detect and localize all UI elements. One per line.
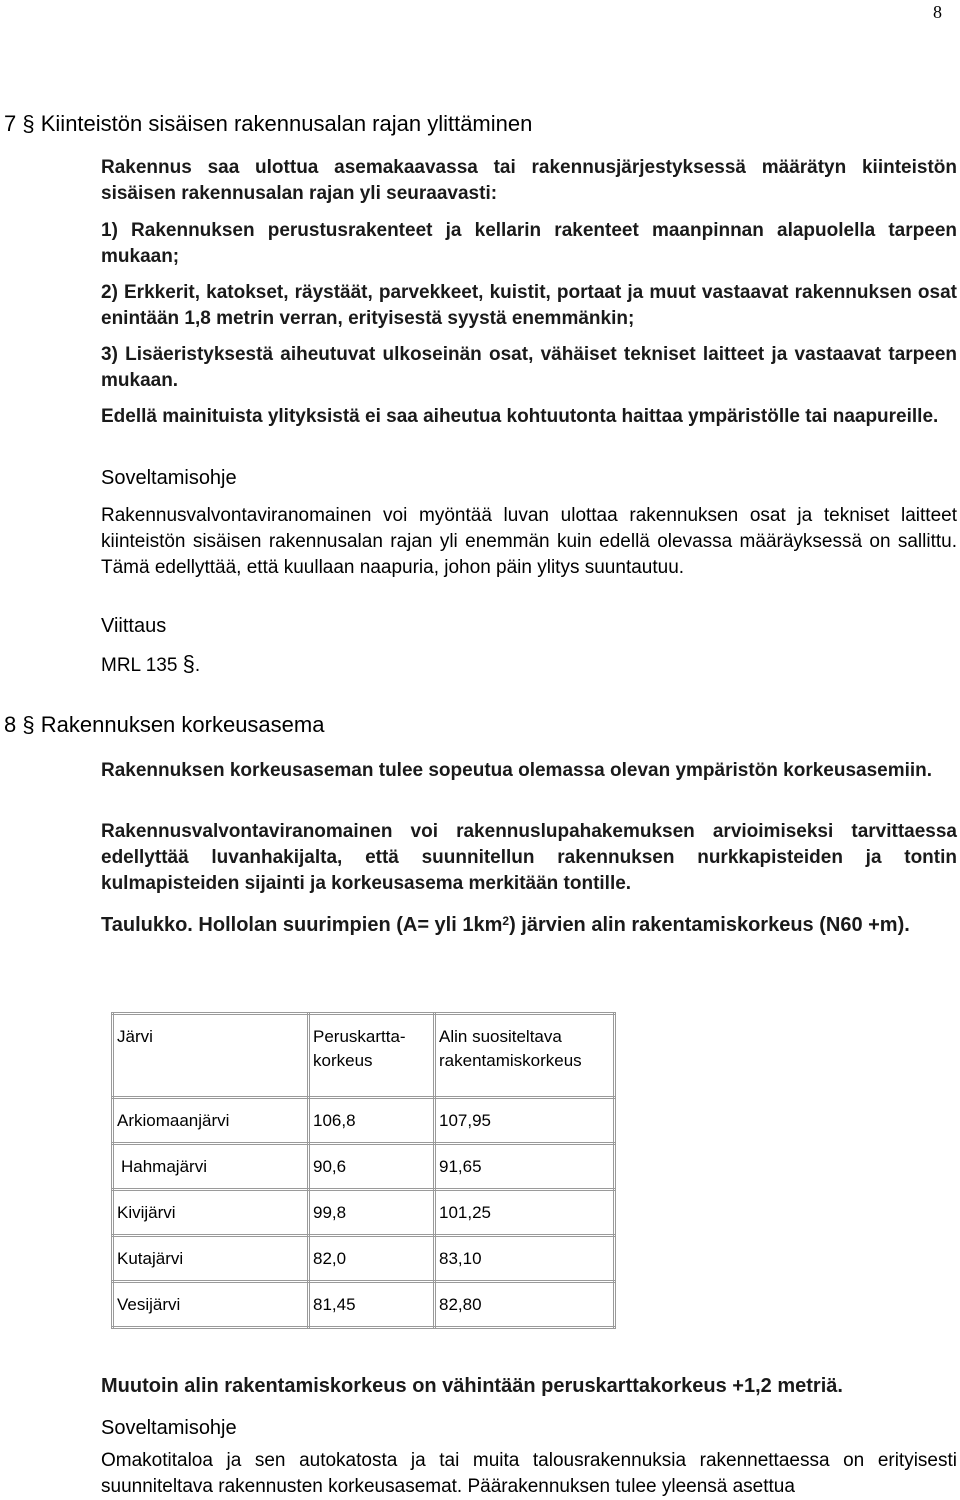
- cell-lake: Kutajärvi: [113, 1236, 309, 1282]
- section-title: Kiinteistön sisäisen rakennusalan rajan ylittäminen: [40, 111, 533, 136]
- cell-min-elevation: 101,25: [435, 1190, 615, 1236]
- rule-note: Edellä mainituista ylityksistä ei saa aiheutua kohtuutonta haittaa ympäristölle tai naapureille.: [101, 406, 939, 427]
- cell-min-elevation: 107,95: [435, 1098, 615, 1144]
- section-symbol: §: [22, 712, 35, 737]
- cell-min-elevation: 91,65: [435, 1144, 615, 1190]
- caption-superscript: 2: [502, 914, 510, 928]
- cell-map-elevation: 99,8: [309, 1190, 435, 1236]
- table-row: [113, 1236, 615, 1282]
- cell-min-elevation: 83,10: [435, 1236, 615, 1282]
- header-cell-min-elevation: Alin suositeltava rakentamiskorkeus: [435, 1014, 615, 1098]
- reference-law: MRL 135: [101, 655, 178, 676]
- cell-map-elevation: 82,0: [309, 1236, 435, 1282]
- section-title: Rakennuksen korkeusasema: [40, 712, 325, 737]
- reference-text: [101, 651, 957, 679]
- caption-text-b: ) järvien alin rakentamiskorkeus (N60 +m).: [509, 914, 910, 936]
- section-8-para-1: Rakennuksen korkeusaseman tulee sopeutua olemassa olevan ympäristön korkeusasemiin.: [101, 760, 933, 781]
- cell-lake: Hahmajärvi: [113, 1144, 309, 1190]
- guide-text: Rakennusvalvontaviranomainen voi myöntää luvan ulottaa rakennuksen osat ja tekniset laitteet kiinteistön sisäisen rakennusalan rajan yli enemmän kuin edellä olevassa määräyksessä on sallittu. Tämä edellyttää, että kuullaan naapuria, johon päin ylitys suuntautuu.: [101, 505, 957, 578]
- caption-text-a: Taulukko. Hollolan suurimpien (A= yli 1km: [101, 914, 503, 936]
- cell-lake: Arkiomaanjärvi: [113, 1098, 309, 1144]
- guide-heading: Soveltamisohje: [101, 1417, 237, 1439]
- cell-map-elevation: 90,6: [309, 1144, 435, 1190]
- section-symbol: §: [22, 111, 35, 136]
- header-cell-map-elevation: Peruskartta-korkeus: [309, 1014, 435, 1098]
- section-7-heading: [4, 110, 532, 138]
- cell-map-elevation: 106,8: [309, 1098, 435, 1144]
- section-8-para-2: Rakennusvalvontaviranomainen voi rakennuslupahakemuksen arvioimiseksi tarvittaessa edellyttää luvanhakijalta, että suunnitellun rakennuksen nurkkapisteiden ja tontin kulmapisteiden sijainti ja korkeusasema merkitään tontille.: [101, 821, 957, 894]
- elevation-table: [111, 1012, 616, 1329]
- cell-lake: Kivijärvi: [113, 1190, 309, 1236]
- table-row: [113, 1098, 615, 1144]
- table-row: [113, 1282, 615, 1328]
- cell-lake: Vesijärvi: [113, 1282, 309, 1328]
- guide-heading: Soveltamisohje: [101, 467, 237, 489]
- guide-text: Omakotitaloa ja sen autokatosta ja tai muita talousrakennuksia rakennettaessa on erityisesti suunniteltava rakennusten korkeusasemat. Päärakennuksen tulee yleensä asettua: [101, 1450, 957, 1497]
- table-row: [113, 1144, 615, 1190]
- section-7-intro: Rakennus saa ulottua asemakaavassa tai rakennusjärjestyksessä määrätyn kiinteistön sisäisen rakennusalan rajan yli seuraavasti:: [101, 157, 957, 204]
- rule-item-1: 1) Rakennuksen perustusrakenteet ja kellarin rakenteet maanpinnan alapuolella tarpeen mukaan;: [101, 220, 957, 267]
- cell-map-elevation: 81,45: [309, 1282, 435, 1328]
- reference-end: .: [194, 655, 201, 676]
- reference-symbol: §: [182, 651, 195, 676]
- section-8-heading: [4, 711, 324, 739]
- rule-item-2: 2) Erkkerit, katokset, räystäät, parvekkeet, kuistit, portaat ja muut vastaavat rakennuksen osat enintään 1,8 metrin verran, erityisestä syystä enemmänkin;: [101, 282, 957, 329]
- section-number: 8: [4, 712, 17, 737]
- reference-heading: Viittaus: [101, 615, 167, 637]
- section-number: 7: [4, 111, 17, 136]
- cell-min-elevation: 82,80: [435, 1282, 615, 1328]
- table-header-row: [113, 1014, 615, 1098]
- table-row: [113, 1190, 615, 1236]
- rule-item-3: 3) Lisäeristyksestä aiheutuvat ulkoseinän osat, vähäiset tekniset laitteet ja vastaavat tarpeen mukaan.: [101, 344, 957, 391]
- table-caption: [101, 912, 957, 939]
- minimum-elevation-rule: Muutoin alin rakentamiskorkeus on vähintään peruskarttakorkeus +1,2 metriä.: [101, 1375, 843, 1397]
- page-number: 8: [933, 2, 942, 22]
- header-cell-lake: Järvi: [113, 1014, 309, 1098]
